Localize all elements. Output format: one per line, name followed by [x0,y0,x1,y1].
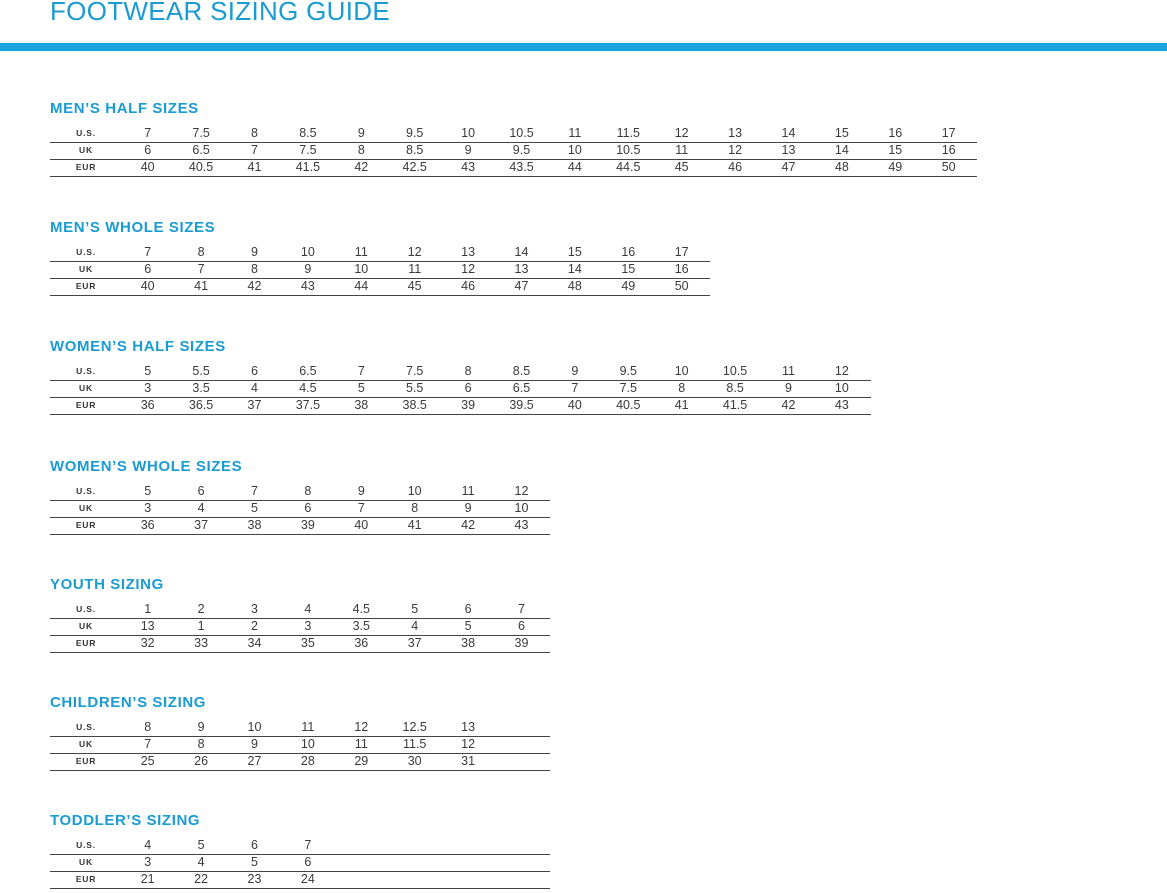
size-cell: 11 [568,126,582,140]
title-divider [0,43,1167,51]
size-cell: 9 [357,126,365,140]
size-cell: 29 [354,754,369,768]
size-row [50,125,977,143]
size-cell: 6.5 [512,381,531,395]
size-cell: 10 [300,245,315,259]
size-cell: 35 [300,636,315,650]
size-cell: 7 [197,262,205,276]
size-cell: 5 [144,484,152,498]
row-label: EUR [75,162,97,172]
size-cell: 39 [300,518,315,532]
size-cell: 38.5 [402,398,427,412]
row-label: EUR [75,281,97,291]
size-cell [388,837,441,854]
size-cell: 7 [518,602,525,616]
size-cell: 15 [621,262,636,276]
row-label: EUR [75,520,97,530]
size-cell [388,871,441,888]
size-cell: 30 [407,754,422,768]
size-cell: 3 [144,501,152,515]
size-cell: 42 [461,518,476,532]
size-cell: 44.5 [616,160,641,174]
row-label: U.S. [76,128,96,138]
size-cell: 50 [674,279,689,293]
size-cell: 38 [354,398,369,412]
size-row [50,837,550,855]
size-cell: 7.5 [192,126,210,140]
size-cell: 37 [247,398,262,412]
size-cell: 9 [304,262,312,276]
size-cell [441,854,494,871]
size-cell: 38 [461,636,476,650]
size-row [50,854,550,872]
size-cell [335,837,388,854]
size-cell [495,719,548,736]
size-cell: 7 [144,126,152,140]
size-cell: 9.5 [619,364,637,378]
size-cell: 7 [357,364,365,378]
size-cell: 8 [144,720,152,734]
size-cell: 3 [251,602,258,616]
size-cell: 6 [304,855,312,869]
size-cell: 41.5 [722,398,748,412]
size-cell: 24 [300,872,315,886]
size-cell: 40 [567,398,582,412]
size-cell: 17 [674,245,689,259]
size-cell: 41 [407,518,422,532]
size-row [50,244,710,262]
row-label: UK [79,145,93,155]
size-cell: 22 [194,872,209,886]
size-cell: 21 [140,872,155,886]
size-cell: 4 [251,381,258,395]
size-cell: 1 [144,602,152,616]
size-cell: 5 [144,364,152,378]
row-label: U.S. [76,722,96,732]
size-cell: 43 [461,160,476,174]
row-label: UK [79,264,93,274]
size-cell: 11 [675,143,689,157]
row-label: EUR [75,638,97,648]
size-row [50,719,550,737]
size-cell: 10.5 [509,126,534,140]
size-cell: 36 [354,636,369,650]
size-cell: 37.5 [295,398,321,412]
row-label: EUR [75,874,97,884]
size-cell: 12 [514,484,529,498]
size-row [50,601,550,619]
size-row [50,380,871,398]
size-cell: 37 [407,636,422,650]
size-cell: 10 [674,364,689,378]
size-cell: 43.5 [509,160,534,174]
size-cell: 34 [247,636,262,650]
size-cell: 2 [197,602,205,616]
size-cell: 7 [251,143,258,157]
size-cell: 9 [464,143,472,157]
size-cell: 38 [247,518,262,532]
row-label: UK [79,857,93,867]
size-cell: 13 [728,126,743,140]
section-title: TODDLER’S SIZING [50,812,201,829]
size-cell: 36 [140,398,155,412]
size-cell: 3 [304,619,312,633]
size-cell: 10 [300,737,315,751]
size-cell: 11.5 [616,126,640,140]
row-label: UK [79,739,93,749]
size-cell: 11 [408,262,422,276]
size-cell: 6 [304,501,312,515]
size-row [50,261,710,279]
size-cell: 11 [782,364,795,378]
size-cell: 7 [571,381,579,395]
size-cell: 14 [514,245,529,259]
size-cell: 9.5 [406,126,424,140]
size-cell: 32 [140,636,155,650]
size-cell: 7 [251,484,258,498]
size-cell: 5 [251,501,258,515]
size-cell [495,736,548,753]
size-cell: 41 [674,398,689,412]
size-cell: 44 [354,279,369,293]
size-cell: 16 [941,143,956,157]
size-cell: 42 [354,160,369,174]
size-cell: 6 [518,619,525,633]
size-cell: 13 [461,245,476,259]
size-cell: 6 [251,364,258,378]
size-cell: 5 [357,381,365,395]
size-cell: 39 [514,636,529,650]
size-cell: 12 [407,245,422,259]
size-row [50,500,550,518]
size-cell: 27 [247,754,262,768]
size-cell: 8 [464,364,472,378]
size-cell: 12.5 [402,720,427,734]
page-title: FOOTWEAR SIZING GUIDE [50,0,390,26]
row-label: EUR [75,756,97,766]
size-cell: 16 [888,126,903,140]
size-cell: 7.5 [406,364,424,378]
size-cell: 6 [251,838,258,852]
size-cell: 7.5 [299,143,317,157]
size-cell: 41 [194,279,209,293]
size-cell: 8 [251,262,258,276]
size-cell: 10 [461,126,476,140]
size-cell [495,753,548,770]
row-label: U.S. [76,604,96,614]
size-cell [495,854,548,871]
size-cell: 43 [300,279,315,293]
size-cell: 39.5 [509,398,534,412]
size-row [50,159,977,177]
size-cell: 6 [144,143,152,157]
size-cell [335,871,388,888]
size-cell: 50 [941,160,956,174]
size-cell: 40.5 [188,160,214,174]
size-cell: 4.5 [299,381,317,395]
size-cell: 23 [247,872,262,886]
size-cell: 40 [140,279,155,293]
size-cell: 3 [144,381,152,395]
size-cell: 11 [354,737,368,751]
section-title: MEN’S HALF SIZES [50,100,199,117]
size-cell: 4 [197,855,205,869]
size-cell: 33 [194,636,209,650]
size-cell: 8.5 [406,143,424,157]
size-cell: 12 [834,364,849,378]
size-cell: 5 [464,619,472,633]
section-title: MEN’S WHOLE SIZES [50,219,216,236]
size-row [50,483,550,501]
size-row [50,635,550,653]
size-cell: 28 [300,754,315,768]
size-cell: 9 [251,245,258,259]
size-cell: 26 [194,754,209,768]
size-cell: 11 [461,484,475,498]
size-cell: 46 [728,160,743,174]
row-label: UK [79,621,93,631]
size-cell: 47 [781,160,796,174]
size-cell: 2 [251,619,258,633]
section-title: YOUTH SIZING [50,576,164,593]
size-cell: 4.5 [352,602,370,616]
size-cell: 7.5 [619,381,637,395]
size-cell: 9 [197,720,205,734]
size-cell: 6.5 [192,143,210,157]
size-cell: 1 [197,619,205,633]
size-cell: 42.5 [402,160,427,174]
size-cell: 44 [567,160,582,174]
size-cell: 12 [461,737,476,751]
size-cell: 15 [567,245,582,259]
size-cell: 48 [567,279,582,293]
size-cell: 12 [674,126,689,140]
size-cell: 8 [357,143,365,157]
size-cell: 45 [674,160,689,174]
size-cell: 8 [304,484,312,498]
size-cell: 3.5 [192,381,210,395]
size-row [50,363,871,381]
size-cell: 4 [304,602,312,616]
size-cell: 8 [197,245,205,259]
size-cell: 36.5 [188,398,214,412]
size-cell: 7 [357,501,365,515]
size-row [50,618,550,636]
size-cell: 41.5 [295,160,321,174]
size-cell: 8 [678,381,686,395]
size-cell [335,854,388,871]
size-row [50,871,550,889]
size-cell: 12 [354,720,369,734]
size-cell: 7 [304,838,312,852]
size-cell: 13 [461,720,476,734]
size-cell: 10 [354,262,369,276]
size-cell: 8.5 [299,126,317,140]
size-cell: 8 [411,501,419,515]
size-cell: 13 [514,262,529,276]
size-cell: 7 [144,737,152,751]
size-cell: 6 [464,381,472,395]
size-cell: 45 [407,279,422,293]
size-cell: 47 [514,279,529,293]
size-cell: 17 [941,126,956,140]
row-label: U.S. [76,840,96,850]
size-cell [441,871,494,888]
size-cell: 14 [834,143,849,157]
size-cell: 10 [834,381,849,395]
size-cell: 7 [144,245,152,259]
size-cell: 40 [354,518,369,532]
size-cell: 3.5 [352,619,370,633]
section-title: WOMEN’S WHOLE SIZES [50,458,243,475]
row-label: U.S. [76,366,96,376]
size-cell: 48 [834,160,849,174]
size-cell: 43 [514,518,529,532]
size-cell: 49 [621,279,636,293]
section-title: CHILDREN’S SIZING [50,694,207,711]
size-cell: 16 [621,245,636,259]
size-cell: 9 [357,484,365,498]
size-cell: 10.5 [616,143,641,157]
size-cell: 42 [247,279,262,293]
size-cell: 4 [411,619,419,633]
size-cell: 10 [247,720,262,734]
row-label: U.S. [76,247,96,257]
size-cell: 10.5 [722,364,748,378]
row-label: UK [79,383,93,393]
size-cell [441,837,494,854]
size-cell: 6 [464,602,472,616]
size-row [50,736,550,754]
size-cell: 10 [407,484,422,498]
size-cell: 6 [144,262,152,276]
section-title: WOMEN’S HALF SIZES [50,338,226,355]
size-cell: 10 [514,501,529,515]
size-cell: 10 [567,143,582,157]
size-row [50,278,710,296]
size-cell: 16 [674,262,689,276]
size-cell: 11 [301,720,315,734]
size-row [50,753,550,771]
size-cell: 12 [461,262,476,276]
size-cell: 15 [888,143,903,157]
size-cell: 49 [888,160,903,174]
size-cell: 12 [728,143,743,157]
size-cell [495,837,548,854]
size-cell: 14 [567,262,582,276]
size-cell: 8 [197,737,205,751]
size-row [50,397,871,415]
size-cell: 31 [461,754,476,768]
size-cell: 9 [785,381,792,395]
row-label: EUR [75,400,97,410]
size-cell: 5 [197,838,205,852]
size-cell: 5.5 [406,381,424,395]
size-cell: 42 [781,398,796,412]
size-cell: 11.5 [402,737,427,751]
size-cell: 8 [251,126,258,140]
size-cell: 9 [251,737,258,751]
size-cell: 5 [251,855,258,869]
size-cell: 9 [571,364,579,378]
size-cell: 4 [197,501,205,515]
size-cell: 9.5 [512,143,531,157]
size-cell: 25 [140,754,155,768]
size-cell [495,871,548,888]
size-cell: 37 [194,518,209,532]
size-cell: 3 [144,855,152,869]
size-cell: 9 [464,501,472,515]
size-cell: 40.5 [616,398,641,412]
size-cell: 41 [247,160,262,174]
row-label: U.S. [76,486,96,496]
size-cell: 13 [781,143,796,157]
size-cell: 8.5 [512,364,531,378]
size-row [50,142,977,160]
size-cell: 13 [140,619,155,633]
size-cell: 8.5 [726,381,744,395]
size-cell: 46 [461,279,476,293]
size-cell: 36 [140,518,155,532]
size-cell: 15 [834,126,849,140]
size-cell [388,854,441,871]
size-cell: 14 [781,126,796,140]
size-cell: 39 [461,398,476,412]
size-cell: 6 [197,484,205,498]
size-row [50,517,550,535]
size-cell: 4 [144,838,152,852]
size-cell: 6.5 [299,364,317,378]
size-cell: 5 [411,602,419,616]
size-cell: 40 [140,160,155,174]
size-cell: 11 [354,245,368,259]
size-cell: 5.5 [192,364,210,378]
row-label: UK [79,503,93,513]
size-cell: 43 [834,398,849,412]
